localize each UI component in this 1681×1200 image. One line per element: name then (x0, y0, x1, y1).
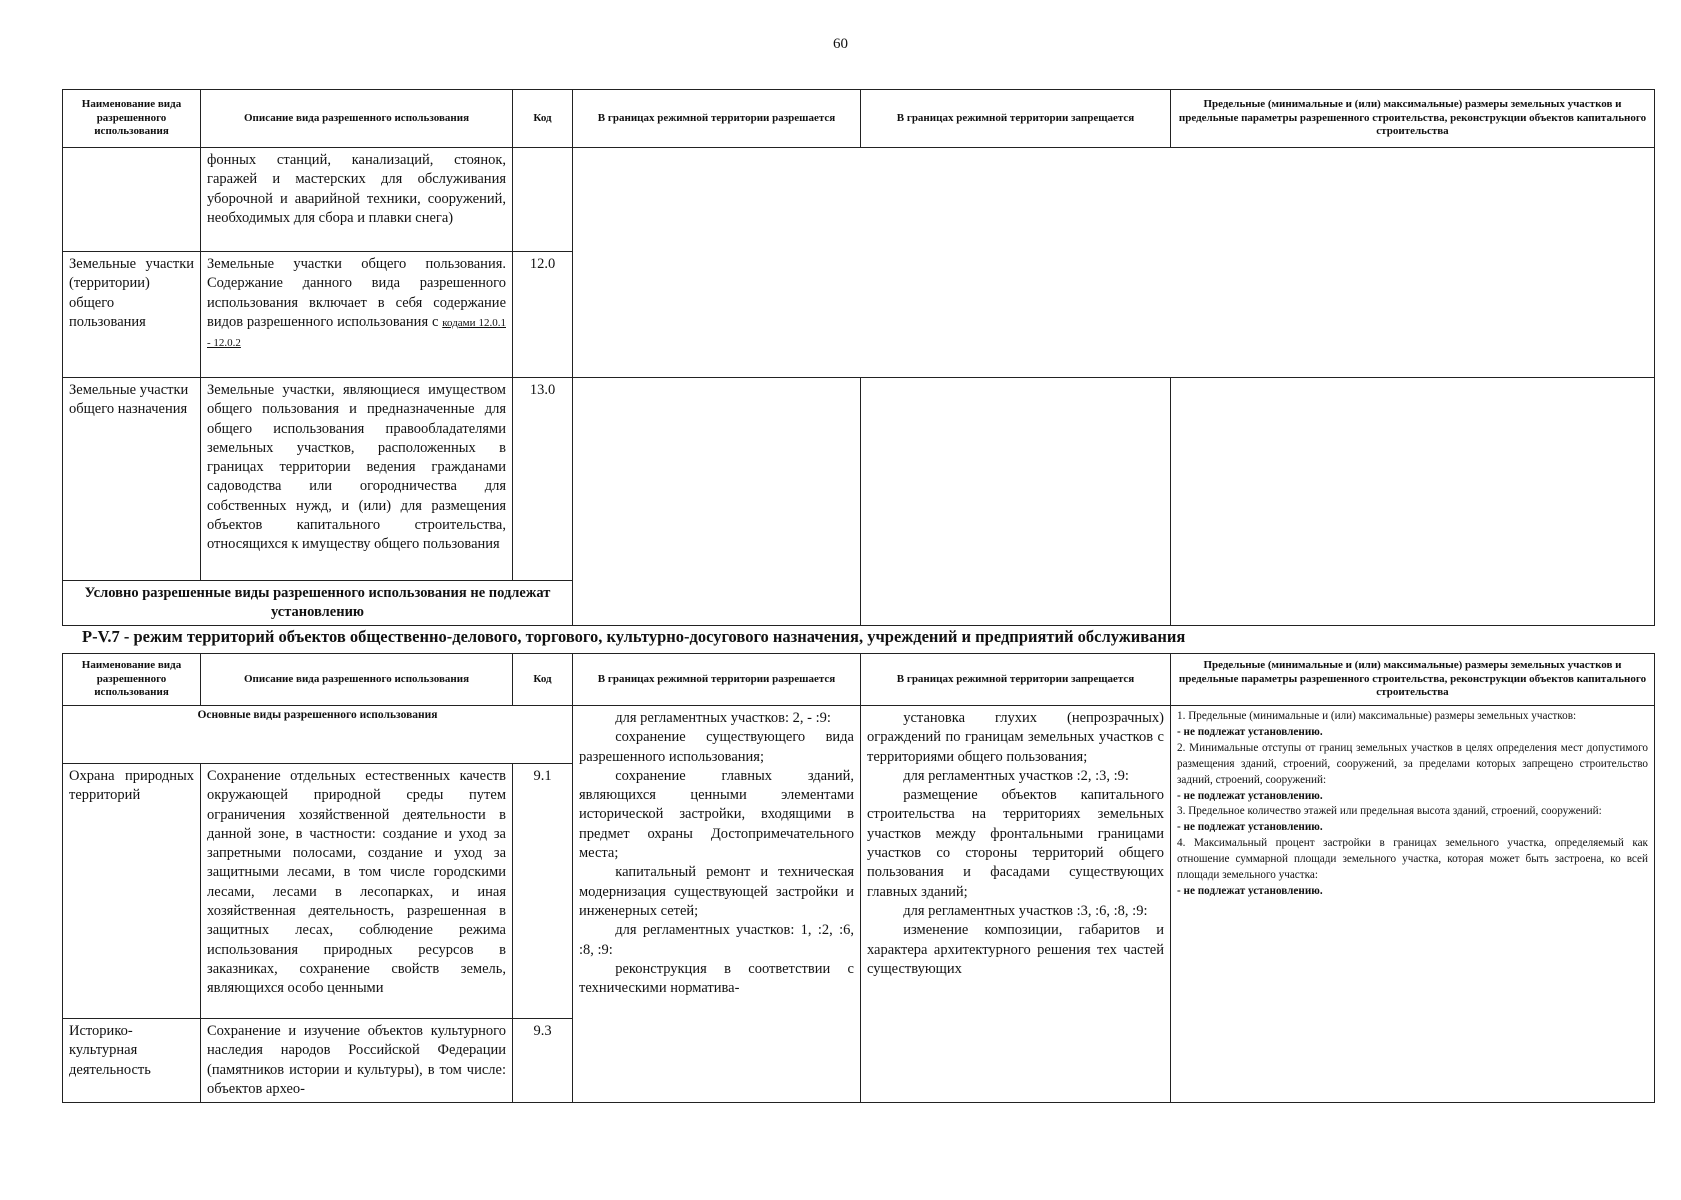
row-code: 13.0 (513, 378, 573, 581)
row-code: 9.1 (513, 764, 573, 1019)
main-uses-subheader: Основные виды разрешенного использования (63, 706, 573, 764)
row-name: Историко-культурная деятельность (63, 1019, 201, 1103)
table-2 (62, 653, 1655, 1103)
forbidden-item: размещение объектов капитального строительства на территориях земельных участков между фронтальными границами участков со стороны территорий общего пользования и фасадами существующих главных зданий; (867, 787, 1164, 900)
allowed-item: для регламентных участков: 2, - :9: (615, 710, 831, 726)
allowed-item: для регламентных участков: 1, :2, :6, :8, :9: (579, 922, 854, 958)
row-code-empty (513, 148, 573, 252)
header-forbidden: В границах режимной территории запрещается (861, 90, 1171, 148)
limit-text: 1. Предельные (минимальные и (или) максимальные) размеры земельных участков: (1177, 710, 1577, 722)
header-limits: Предельные (минимальные и (или) максимальные) размеры земельных участков и предельные параметры разрешенного строительства, реконструкции объектов капитального строительства (1171, 90, 1655, 148)
limit-value: - не подлежат установлению. (1177, 821, 1323, 834)
row-name: Охрана природных территорий (63, 764, 201, 1019)
forbidden-item: установка глухих (непрозрачных) ограждений по границам земельных участков с территориями общего пользования; (867, 710, 1164, 765)
header-description: Описание вида разрешенного использования (201, 90, 513, 148)
subheader-row (63, 706, 1655, 764)
forbidden-item: изменение композиции, габаритов и характера архитектурного решения тех частей существующих (867, 922, 1164, 977)
table-row (63, 378, 1655, 581)
row-code: 12.0 (513, 252, 573, 378)
row-description (201, 252, 513, 378)
page-number: 60 (833, 36, 848, 52)
description-part-b: Содержание данного вида разрешенного использования включает в себя содержание видов разрешенного использования с (207, 275, 506, 330)
allowed-column (573, 706, 861, 1103)
header-forbidden: В границах режимной территории запрещается (861, 654, 1171, 706)
allowed-item: реконструкция в соответствии с техническими норматива- (579, 960, 854, 997)
description-link: кодами 12.0.1 - 12.0.2 (207, 316, 506, 350)
limits-column (1171, 706, 1655, 1103)
row-code: 9.3 (513, 1019, 573, 1103)
row-description: Земельные участки, являющиеся имуществом общего пользования и предназначенные для общего использования правообладателями земельных участков, расположенных в границах территории ведения гражданами садоводства или огородничества для собственных нужд, и (или) для размещения объектов капитального строительства, относящихся к имуществу общего пользования (201, 378, 513, 581)
table-1-header (63, 90, 1655, 148)
forbidden-empty (861, 378, 1171, 626)
row-description: фонных станций, канализаций, стоянок, гаражей и мастерских для обслуживания уборочной и аварийной техники, сооружений, необходимых для сбора и плавки снега) (201, 148, 513, 252)
table-2-header (63, 654, 1655, 706)
allowed-empty (573, 378, 861, 626)
header-allowed: В границах режимной территории разрешается (573, 654, 861, 706)
row-description: Сохранение и изучение объектов культурного наследия народов Российской Федерации (памятников истории и культуры), в том числе: объектов архео- (201, 1019, 513, 1103)
forbidden-item: для регламентных участков :2, :3, :9: (903, 767, 1129, 784)
limit-text: 3. Предельное количество этажей или предельная высота зданий, строений, сооружений: (1177, 805, 1602, 818)
conditional-note: Условно разрешенные виды разрешенного использования не подлежат установлению (63, 581, 573, 626)
forbidden-item: для регламентных участков :3, :6, :8, :9: (903, 902, 1148, 919)
section-title: Р-V.7 - режим территорий объектов общественно-делового, торгового, культурно-досугового назначения, учреждений и предприятий обслуживания (82, 627, 1186, 646)
limit-text: 2. Минимальные отступы от границ земельных участков в целях определения мест допустимого размещения зданий, строений, сооружений, за пределами которых запрещено строительство задний, строений, сооружений: (1177, 741, 1648, 786)
row-name: Земельные участки (территории) общего пользования (63, 252, 201, 378)
allowed-item: сохранение существующего вида разрешенного использования; (579, 729, 854, 765)
header-description: Описание вида разрешенного использования (201, 654, 513, 706)
allowed-item: капитальный ремонт и техническая модернизация существующей застройки и инженерных сетей; (579, 864, 854, 919)
forbidden-column (861, 706, 1171, 1103)
limit-value: - не подлежат установлению. (1177, 884, 1323, 897)
header-name: Наименование вида разрешенного использования (63, 90, 201, 148)
row-description: Сохранение отдельных естественных качеств окружающей природной среды путем ограничения хозяйственной деятельности в данной зоне, в частности: создание и уход за запретными полосами, создание и уход за защитными лесами, в том числе городскими лесами, лесами в лесопарках, и иная хозяйственная деятельность, разрешенная в защитных лесах, соблюдение режима использования природных ресурсов в заказниках, сохранение свойств земель, являющихся особо ценными (201, 764, 513, 1019)
blank-cell (573, 148, 1655, 378)
row-name-empty (63, 148, 201, 252)
header-limits: Предельные (минимальные и (или) максимальные) размеры земельных участков и предельные параметры разрешенного строительства, реконструкции объектов капитального строительства (1171, 654, 1655, 706)
header-code: Код (513, 90, 573, 148)
description-part-a: Земельные участки общего пользования. (207, 256, 506, 272)
limit-value: - не подлежат установлению. (1177, 789, 1323, 802)
limits-empty (1171, 378, 1655, 626)
header-allowed: В границах режимной территории разрешается (573, 90, 861, 148)
limit-value: - не подлежат установлению. (1177, 725, 1323, 738)
table-1 (62, 89, 1655, 626)
table-row (63, 148, 1655, 252)
header-name: Наименование вида разрешенного использования (63, 654, 201, 706)
header-code: Код (513, 654, 573, 706)
limit-text: 4. Максимальный процент застройки в границах земельного участка, определяемый как отношение суммарной площади земельного участка, которая может быть застроена, ко всей площади земельного участка: (1177, 837, 1648, 882)
row-name: Земельные участки общего назначения (63, 378, 201, 581)
allowed-item: сохранение главных зданий, являющихся ценными элементами исторической застройки, входящими в предмет охраны Достопримечательного места; (579, 767, 854, 862)
